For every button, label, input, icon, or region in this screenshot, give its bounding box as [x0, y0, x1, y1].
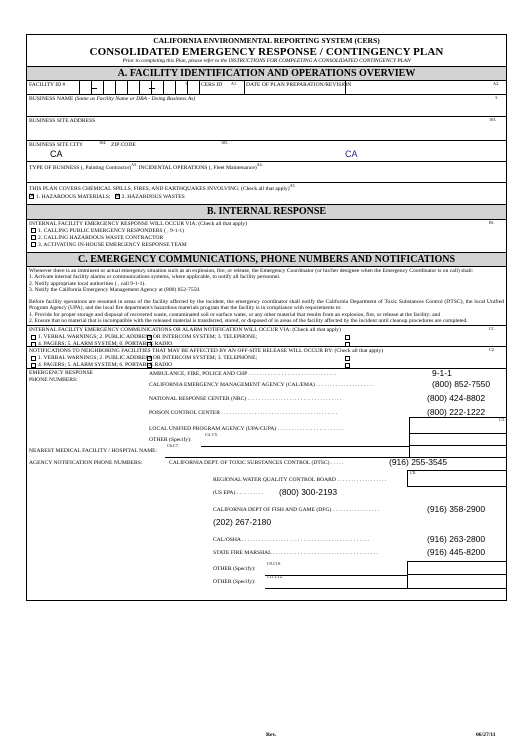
facility-id-label: FACILITY ID # [29, 82, 66, 89]
phone-row-nrc [149, 394, 507, 406]
hazmat-option-label: 1. HAZARDOUS MATERIALS; [36, 194, 111, 201]
phone-label-poison: POISON CONTROL CENTER . . . . . . . . . . . . . . . . . . . . . . . . . . . . . . . . . . . . . . . . . . [149, 410, 338, 417]
c2-checkbox-4[interactable] [31, 363, 36, 368]
sfm-value: (916) 445-8200 [427, 547, 486, 558]
rwqcb-phone-field[interactable]: C8. [407, 470, 507, 487]
procedures-para2: Before facility operations are resumed in areas of the facility affected by the incident, the emergency coordinator shall notify the California Department of Toxic Substances Control (DTSC), the local Unified Program Agency (UPA), and the local fire department's hazardous materials program that the facility is in compliance with requirements to: [29, 298, 504, 312]
site-address-label: BUSINESS SITE ADDRESS [29, 118, 96, 125]
facility-id-row: FACILITY ID # 1. CERS ID A1. DATE OF PLAN PREPARATION/REVISION A2. [27, 81, 506, 95]
resume-step-2: 2. Ensure that no material that is incompatible with the released material is transferred, stored, or disposed of in areas of the facility affected by the incident until cleanup procedures are completed. [29, 318, 468, 325]
c1-label: INTERNAL FACILITY EMERGENCY COMMUNICATIONS OR ALARM NOTIFICATION WILL OCCUR VIA: (Check all that apply) [29, 327, 341, 334]
business-type-row: TYPE OF BUSINESS (, Painting Contractor)$^{A3.}$ INCIDENTAL OPERATIONS (, Fleet Maintenance)$^{A4.}$ [27, 162, 506, 183]
form-page [26, 34, 507, 601]
b1-option1-label: 1. CALLING PUBLIC EMERGENCY RESPONDERS ( , 9-1-1) [38, 227, 185, 234]
dtsc-value: (916) 255-3545 [389, 457, 448, 468]
agency-notification-label: AGENCY NOTIFICATION PHONE NUMBERS: [29, 460, 143, 467]
phone-label-911: AMBULANCE, FIRE, POLICE AND CHP . . . . . . . . . . . . . . . . . . . . . . . . . . . . . . . . [149, 371, 337, 378]
dfg-row-2 [213, 518, 507, 530]
c2-checkbox-1[interactable] [31, 356, 36, 361]
b1-option3-label: 3. ACTIVATING IN-HOUSE EMERGENCY RESPONSE TEAM [38, 241, 187, 248]
incidental-ops-field[interactable] [187, 170, 337, 182]
zip-label: ZIP CODE [111, 142, 136, 149]
business-name-label: BUSINESS NAME [29, 96, 74, 103]
calosha-label: CAL/OSHA . . . . . . . . . . . . . . . . . . . . . . . . . . . . . . . . . . . . . . . . . . . . . . [213, 537, 370, 544]
upa-label: LOCAL UNIFIED PROGRAM AGENCY (UPA/CUPA) . . . . . . . . . . . . . . . . . . . . . . . . [149, 426, 344, 433]
hazwaste-checkbox[interactable] [115, 194, 120, 199]
c1-row: INTERNAL FACILITY EMERGENCY COMMUNICATIONS OR ALARM NOTIFICATION WILL OCCUR VIA: (Check all that apply) C1. 1. VERBAL WARNINGS; 2. PUBLIC ADDRESS OR INTERCOM SYSTEM; 3. TELEPHONE; 4. PAGERS; 5. ALARM SYSTEM; 6. PORTABLE RADIO [27, 325, 506, 347]
revision-label: Rev. [266, 732, 277, 738]
procedure-step-2: 2. Notify appropriate local authorities ( , call 9-1-1). [29, 280, 146, 287]
section-c-title: C. EMERGENCY COMMUNICATIONS, PHONE NUMBERS AND NOTIFICATIONS [27, 252, 506, 268]
section-a-title: A. FACILITY IDENTIFICATION AND OPERATIONS OVERVIEW [27, 67, 506, 82]
business-type-field[interactable] [29, 170, 179, 182]
procedure-step-3: 3. Notify the California Emergency Management Agency at (800) 852-7550. [29, 287, 201, 294]
dfg-label: CALIFORNIA DEPT OF FISH AND GAME (DFG) . . . . . . . . . . . . . . . . . [213, 507, 379, 514]
c1-options-b: 4. PAGERS; 5. ALARM SYSTEM; 6. PORTABLE RADIO [38, 341, 173, 348]
epa-value: (800) 300-2193 [279, 487, 338, 498]
upa-phone-field[interactable]: C3. [409, 417, 507, 434]
calosha-value: (916) 263-2800 [427, 534, 486, 545]
phone-numbers-block [27, 369, 506, 600]
c2-checkbox-5[interactable] [345, 363, 350, 368]
plan-date-label: DATE OF PLAN PREPARATION/REVISION [246, 82, 352, 89]
other3-row: OTHER (Specify): C11.C12. [213, 577, 507, 589]
phone-value-nrc: (800) 424-8802 [427, 393, 486, 404]
other3-label: OTHER (Specify): [213, 579, 256, 586]
form-header [27, 35, 506, 67]
b1-option1-checkbox[interactable] [31, 228, 36, 233]
other1-phone-field[interactable] [409, 434, 507, 446]
sfm-row [213, 548, 507, 560]
epa-row [213, 488, 507, 500]
phone-value-911: 9-1-1 [432, 368, 452, 379]
c1-checkbox-3[interactable] [345, 335, 350, 340]
site-address-row[interactable]: BUSINESS SITE ADDRESS 103. [27, 117, 506, 141]
revision-date: 06/27/11 [476, 732, 496, 738]
other3-name-field[interactable] [265, 588, 407, 589]
phone-value-calema: (800) 852-7550 [432, 379, 491, 390]
c2-checkbox-2[interactable] [147, 356, 152, 361]
zip-value[interactable]: CA [345, 149, 358, 160]
system-title: CALIFORNIA ENVIRONMENTAL REPORTING SYSTEM (CERS) [153, 36, 380, 45]
nearest-medical-label: NEAREST MEDICAL FACILITY / HOSPITAL NAME: [29, 448, 158, 455]
nearest-medical-row: NEAREST MEDICAL FACILITY / HOSPITAL NAME: C6.C7. [29, 446, 507, 458]
rwqcb-label: REGIONAL WATER QUALITY CONTROL BOARD . . . . . . . . . . . . . . . . . . [213, 477, 387, 484]
b1-option3-checkbox[interactable] [31, 242, 36, 247]
other1-label: OTHER (Specify): [149, 437, 192, 444]
plan-covers-row: THIS PLAN COVERS CHEMICAL SPILLS, FIRES, AND EARTHQUAKES INVOLVING: (Check all that apply)$^{A5.}$ ✕1. HAZARDOUS MATERIALS; ✕ 2. HAZARDOUS WASTES [27, 183, 506, 204]
c1-checkbox-4[interactable] [31, 342, 36, 347]
dfg-row [213, 505, 507, 517]
c2-options-b: 4. PAGERS; 5. ALARM SYSTEM; 6. PORTABLE RADIO [38, 362, 173, 369]
city-value[interactable]: CA [50, 149, 63, 160]
hazmat-checkbox[interactable] [29, 194, 34, 199]
site-city-row[interactable]: BUSINESS SITE CITY 104. ZIP CODE 105. CA CA [27, 141, 506, 162]
form-instructions: Prior to completing this Plan, please refer to the INSTRUCTIONS FOR COMPLETING A CONSOLIDATED CONTINGENCY PLAN [122, 58, 411, 65]
phone-row-calema [149, 380, 507, 392]
resume-step-1: 1. Provide for proper storage and disposal of recovered waste, contaminated soil or surface water, or any other material that results from an explosion, fire, or release at the facility; and [29, 311, 441, 318]
procedures-para1: Whenever there is an imminent or actual emergency situation such as an explosion, fire, or release, the Emergency Coordinator (or his/her designee when the Emergency Coordinator is on call) shall: [29, 268, 474, 275]
phone-heading-1: EMERGENCY RESPONSE [29, 370, 93, 377]
sfm-label: STATE FIRE MARSHAL . . . . . . . . . . . . . . . . . . . . . . . . . . . . . . . . . . . . . . [213, 550, 378, 557]
cers-id-label: CERS ID [201, 82, 223, 89]
c2-options-a: 1. VERBAL WARNINGS; 2. PUBLIC ADDRESS OR INTERCOM SYSTEM; 3. TELEPHONE; [38, 355, 258, 362]
dfg-value: (916) 358-2900 [427, 504, 486, 515]
dfg-value-2: (202) 267-2180 [213, 517, 272, 528]
c2-checkbox-6[interactable] [147, 363, 152, 368]
phone-value-poison: (800) 222-1222 [427, 407, 486, 418]
agency-notification-row [29, 458, 507, 470]
phone-label-nrc: NATIONAL RESPONSE CENTER (NRC) . . . . . . . . . . . . . . . . . . . . . . . . . . . . . . . . . . [149, 396, 342, 403]
phone-heading-2: PHONE NUMBERS: [29, 377, 78, 384]
internal-response-block: INTERNAL FACILITY EMERGENCY RESPONSE WILL OCCUR VIA: (Check all that apply) B1. 1. CALLING PUBLIC EMERGENCY RESPONDERS ( , 9-1-1) 2. CALLING HAZARDOUS WASTE CONTRACTOR 3. ACTIVATING IN-HOUSE EMERGENCY RESPONSE TEAM [29, 219, 495, 248]
other2-name-field[interactable] [265, 575, 407, 576]
cers-id-field[interactable] [199, 81, 244, 94]
procedure-step-1: 1. Activate internal facility alarms or communications systems, where applicable, to notify all facility personnel. [29, 274, 281, 281]
procedures-text [27, 267, 506, 325]
c2-row: NOTIFICATIONS TO NEIGHBORING FACILITIES THAT MAY BE AFFECTED BY AN OFF-SITE RELEASE WILL OCCUR BY: (Check all that apply) C2. 1. VERBAL WARNINGS; 2. PUBLIC ADDRESS OR INTERCOM SYSTEM; 3. TELEPHONE; 4. PAGERS; 5. ALARM SYSTEM; 6. PORTABLE RADIO [27, 347, 506, 369]
business-name-hint: (Same as Facility Name or DBA - Doing Business As) [74, 96, 196, 103]
b1-option2-checkbox[interactable] [31, 235, 36, 240]
c1-checkbox-1[interactable] [31, 335, 36, 340]
calosha-row [213, 535, 507, 547]
form-title: CONSOLIDATED EMERGENCY RESPONSE / CONTINGENCY PLAN [89, 45, 444, 58]
other2-label: OTHER (Specify): [213, 566, 256, 573]
b1-option2-label: 2. CALLING HAZARDOUS WASTE CONTRACTOR [38, 234, 164, 241]
business-type-label: TYPE OF BUSINESS ( [29, 164, 83, 171]
hazwaste-option-label: 2. HAZARDOUS WASTES [121, 194, 185, 201]
c1-checkbox-2[interactable] [147, 335, 152, 340]
other2-row: OTHER (Specify): C9.C10. [213, 564, 507, 576]
internal-response-intro: INTERNAL FACILITY EMERGENCY RESPONSE WILL OCCUR VIA: (Check all that apply) [29, 220, 247, 227]
other3-phone-field[interactable] [407, 575, 507, 589]
incidental-ops-label: INCIDENTAL OPERATIONS ( [138, 164, 211, 171]
c1-options-a: 1. VERBAL WARNINGS; 2. PUBLIC ADDRESS OR INTERCOM SYSTEM; 3. TELEPHONE; [38, 334, 258, 341]
other1-row: OTHER (Specify): C4. C5. [149, 435, 507, 447]
other2-phone-field[interactable] [407, 561, 507, 575]
site-city-label: BUSINESS SITE CITY [29, 142, 84, 149]
plan-covers-label: THIS PLAN COVERS CHEMICAL SPILLS, FIRES, AND EARTHQUAKES INVOLVING: (Check all that apply) [29, 185, 290, 192]
dtsc-label: CALIFORNIA DEPT. OF TOXIC SUBSTANCES CONTROL (DTSC) . . . . . [169, 460, 344, 467]
c2-checkbox-3[interactable] [345, 356, 350, 361]
epa-label: (US EPA) . . . . . . . . . . [213, 490, 264, 497]
business-name-row[interactable]: BUSINESS NAME (Same as Facility Name or DBA - Doing Business As) 3. [27, 95, 506, 117]
section-b-title: B. INTERNAL RESPONSE [27, 204, 506, 220]
plan-date-field[interactable] [345, 81, 507, 94]
phone-label-calema: CALIFORNIA EMERGENCY MANAGEMENT AGENCY (CAL/EMA) . . . . . . . . . . . . . . . . . . . . . [149, 382, 374, 389]
c2-label: NOTIFICATIONS TO NEIGHBORING FACILITIES THAT MAY BE AFFECTED BY AN OFF-SITE RELEASE WILL OCCUR BY: (Check all that apply) [29, 348, 384, 355]
